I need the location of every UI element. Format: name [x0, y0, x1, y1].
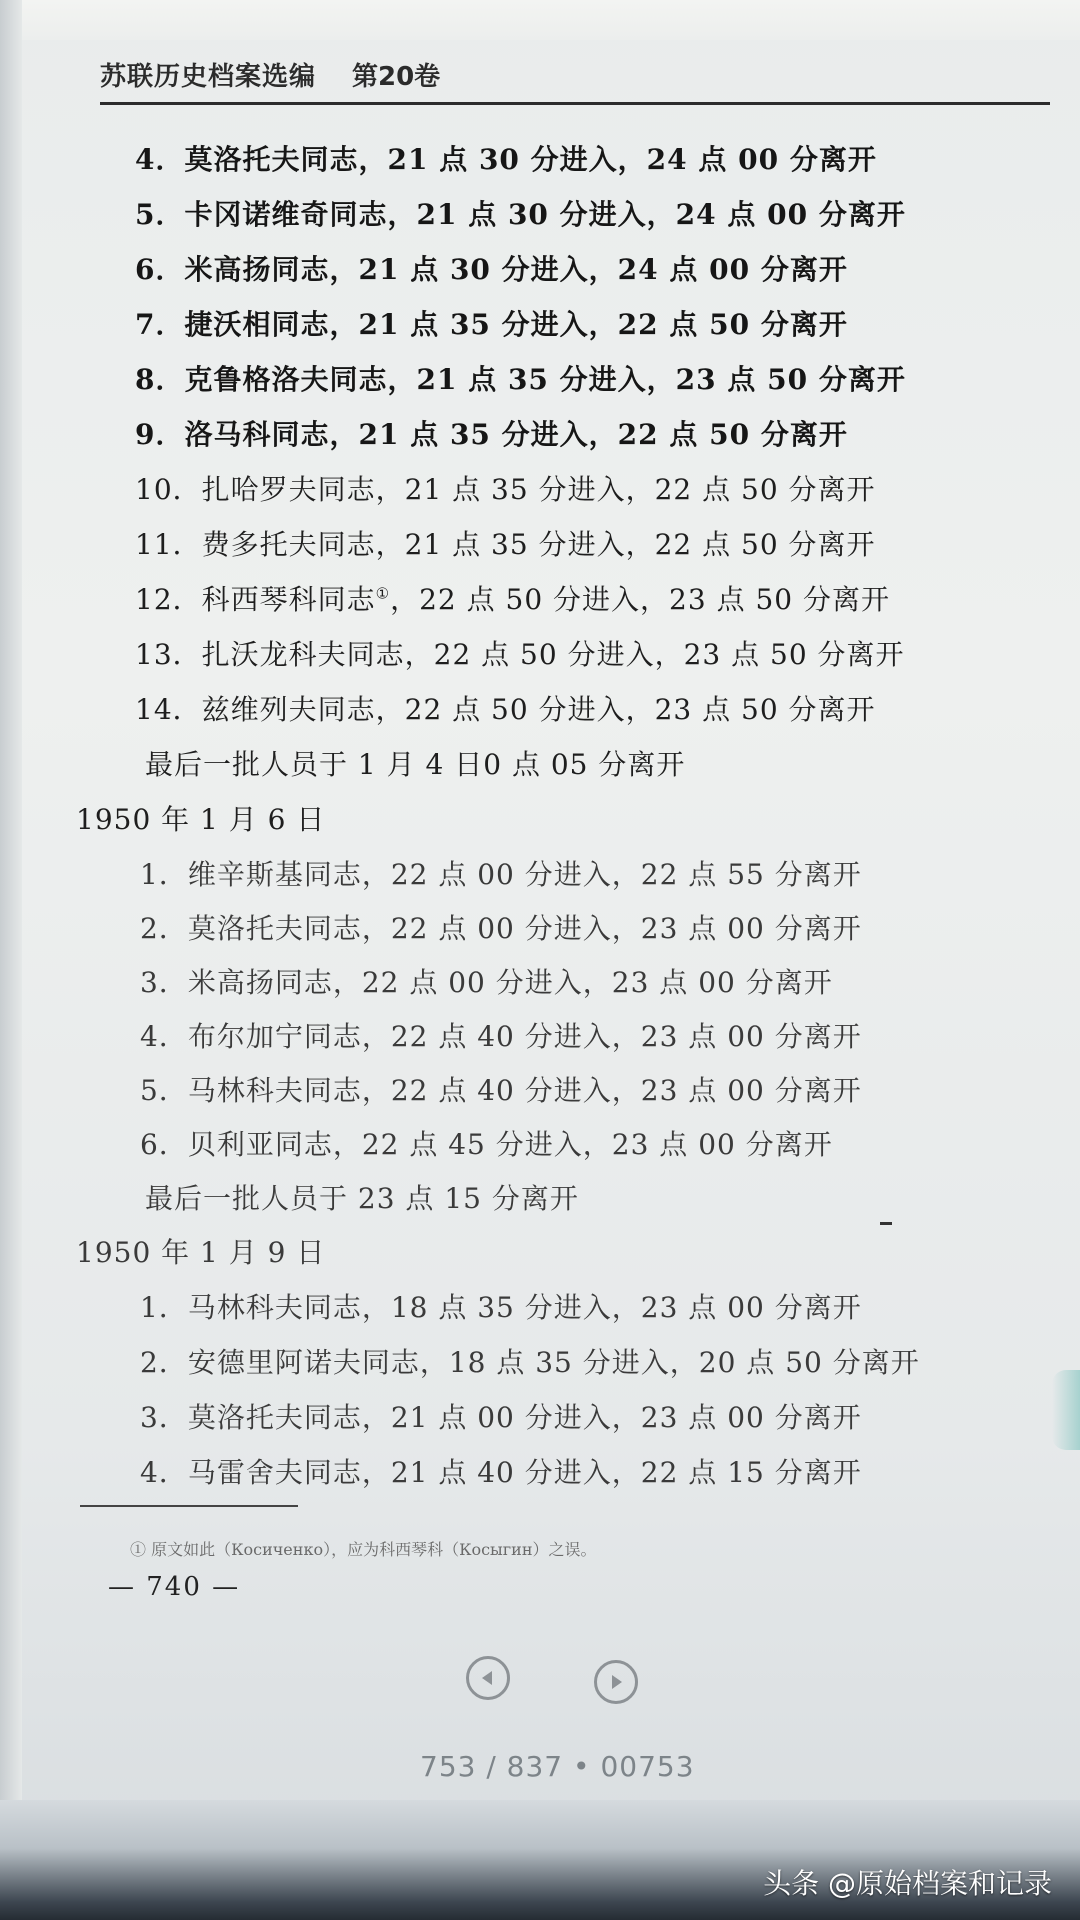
list-item: 2．莫洛托夫同志，22 点 00 分进入，23 点 00 分离开	[140, 912, 862, 945]
list-item: 9．洛马科同志，21 点 35 分进入，22 点 50 分离开	[135, 418, 848, 451]
list-item: 4．马雷舍夫同志，21 点 40 分进入，22 点 15 分离开	[140, 1456, 862, 1489]
list-item: 2．安德里阿诺夫同志，18 点 35 分进入，20 点 50 分离开	[140, 1346, 920, 1379]
volume-label: 第20卷	[352, 62, 441, 92]
book-title: 苏联历史档案选编	[100, 62, 317, 92]
ink-speck	[880, 1222, 892, 1225]
page-top-edge	[0, 0, 1080, 40]
list-item: 1．马林科夫同志，18 点 35 分进入，23 点 00 分离开	[140, 1291, 862, 1324]
list-item: 4．布尔加宁同志，22 点 40 分进入，23 点 00 分离开	[140, 1020, 862, 1053]
list-item: 10．扎哈罗夫同志，21 点 35 分进入，22 点 50 分离开	[135, 473, 876, 506]
footnote-rule	[80, 1505, 298, 1507]
page-number: — 740 —	[108, 1572, 241, 1602]
list-item: 5．马林科夫同志，22 点 40 分进入，23 点 00 分离开	[140, 1074, 862, 1107]
list-item: 11．费多托夫同志，21 点 35 分进入，22 点 50 分离开	[135, 528, 876, 561]
list-item-name: 12．科西琴科同志	[135, 583, 376, 616]
date-heading: 1950 年 1 月 9 日	[76, 1236, 326, 1269]
next-page-button[interactable]	[594, 1660, 638, 1704]
closing-note: 最后一批人员于 23 点 15 分离开	[145, 1182, 579, 1215]
page-counter: 753 / 837 • 00753	[420, 1750, 695, 1783]
screen-bezel	[0, 1800, 1080, 1920]
list-item: 7．捷沃相同志，21 点 35 分进入，22 点 50 分离开	[135, 308, 848, 341]
list-item-with-footnote	[135, 578, 890, 618]
left-arrow-circle-icon	[469, 1659, 507, 1697]
closing-note: 最后一批人员于 1 月 4 日0 点 05 分离开	[145, 748, 686, 781]
list-item: 3．莫洛托夫同志，21 点 00 分进入，23 点 00 分离开	[140, 1401, 862, 1434]
list-item: 4．莫洛托夫同志，21 点 30 分进入，24 点 00 分离开	[135, 143, 877, 176]
screen-glare	[1052, 1370, 1080, 1450]
watermark: 头条 @原始档案和记录	[763, 1867, 1052, 1900]
list-item: 13．扎沃龙科夫同志，22 点 50 分进入，23 点 50 分离开	[135, 638, 905, 671]
date-heading: 1950 年 1 月 6 日	[76, 803, 326, 836]
list-item: 6．贝利亚同志，22 点 45 分进入，23 点 00 分离开	[140, 1128, 833, 1161]
list-item: 8．克鲁格洛夫同志，21 点 35 分进入，23 点 50 分离开	[135, 363, 906, 396]
list-item: 6．米高扬同志，21 点 30 分进入，24 点 00 分离开	[135, 253, 848, 286]
right-arrow-circle-icon	[597, 1663, 635, 1701]
page-left-edge	[0, 0, 22, 1920]
running-header	[100, 50, 1050, 105]
footnote-marker: ①	[375, 584, 391, 603]
list-item-times: ，22 点 50 分进入，23 点 50 分离开	[390, 583, 891, 616]
footnote: ① 原文如此（Косиченко），应为科西琴科（Косыгин）之误。	[130, 1540, 597, 1559]
previous-page-button[interactable]	[466, 1656, 510, 1700]
list-item: 5．卡冈诺维奇同志，21 点 30 分进入，24 点 00 分离开	[135, 198, 906, 231]
list-item: 1．维辛斯基同志，22 点 00 分进入，22 点 55 分离开	[140, 858, 862, 891]
list-item: 14．兹维列夫同志，22 点 50 分进入，23 点 50 分离开	[135, 693, 876, 726]
list-item: 3．米高扬同志，22 点 00 分进入，23 点 00 分离开	[140, 966, 833, 999]
